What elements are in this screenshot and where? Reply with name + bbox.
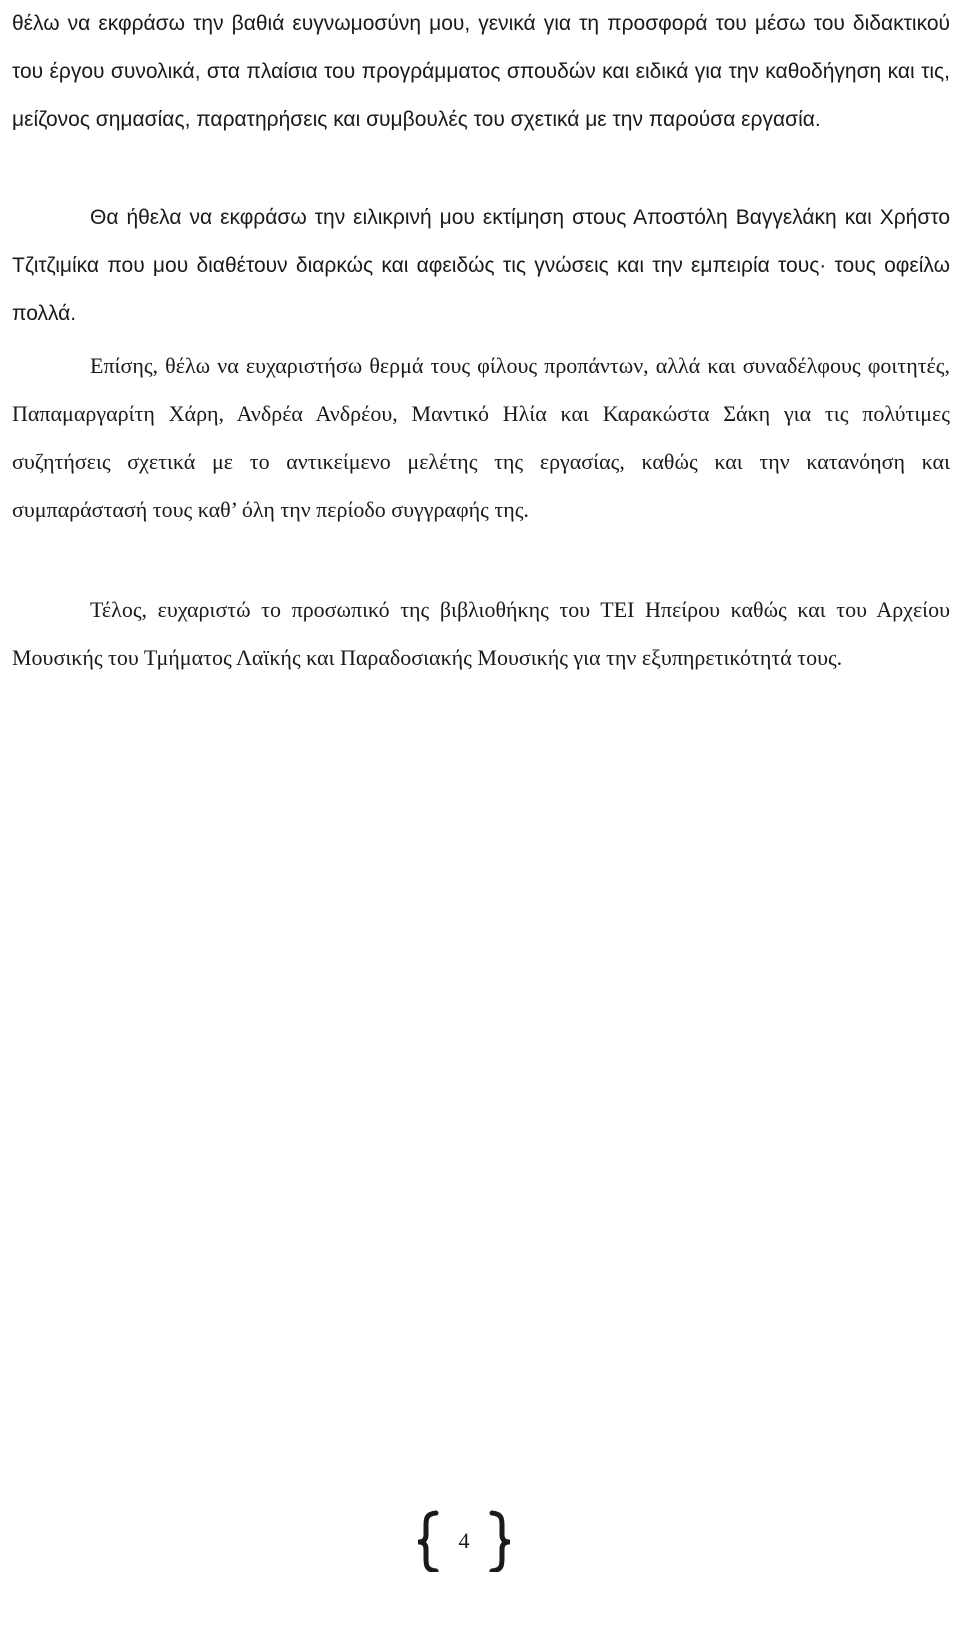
page-number: 4 — [458, 1528, 470, 1553]
paragraph-final-thanks: Τέλος, ευχαριστώ το προσωπικό της βιβλιοθήκης του ΤΕΙ Ηπείρου καθώς και του Αρχείου Μουσικής του Τμήματος Λαϊκής και Παραδοσιακής Μουσικής για την εξυπηρετικότητά τους. — [12, 597, 950, 670]
page-number-frame — [418, 1510, 510, 1572]
paragraph-thanks-friends: Επίσης, θέλω να ευχαριστήσω θερμά τους φίλους προπάντων, αλλά και συναδέλφους φοιτητές, Παπαμαργαρίτη Χάρη, Ανδρέα Ανδρέου, Μαντικό Ηλία και Καρακώστα Σάκη για τις πολύτιμες συζητήσεις σχετικά με το αντικείμενο μελέτης της εργασίας, καθώς και την κατανόηση και συμπαράστασή τους καθ’ όλη την περίοδο συγγραφής της. — [12, 353, 950, 522]
paragraph-appreciation: Θα ήθελα να εκφράσω την ειλικρινή μου εκτίμηση στους Αποστόλη Βαγγελάκη και Χρήστο Τζιτζιμίκα που μου διαθέτουν διαρκώς και αφειδώς τις γνώσεις και την εμπειρία τους· τους οφείλω πολλά. — [12, 206, 950, 325]
paragraph-gratitude-continued: θέλω να εκφράσω την βαθιά ευγνωμοσύνη μου, γενικά για τη προσφορά του μέσω του διδακτικού του έργου συνολικά, στα πλαίσια του προγράμματος σπουδών και ειδικά για την καθοδήγηση και τις, μείζονος σημασίας, παρατηρήσεις και συμβουλές του σχετικά με την παρούσα εργασία. — [12, 12, 950, 131]
